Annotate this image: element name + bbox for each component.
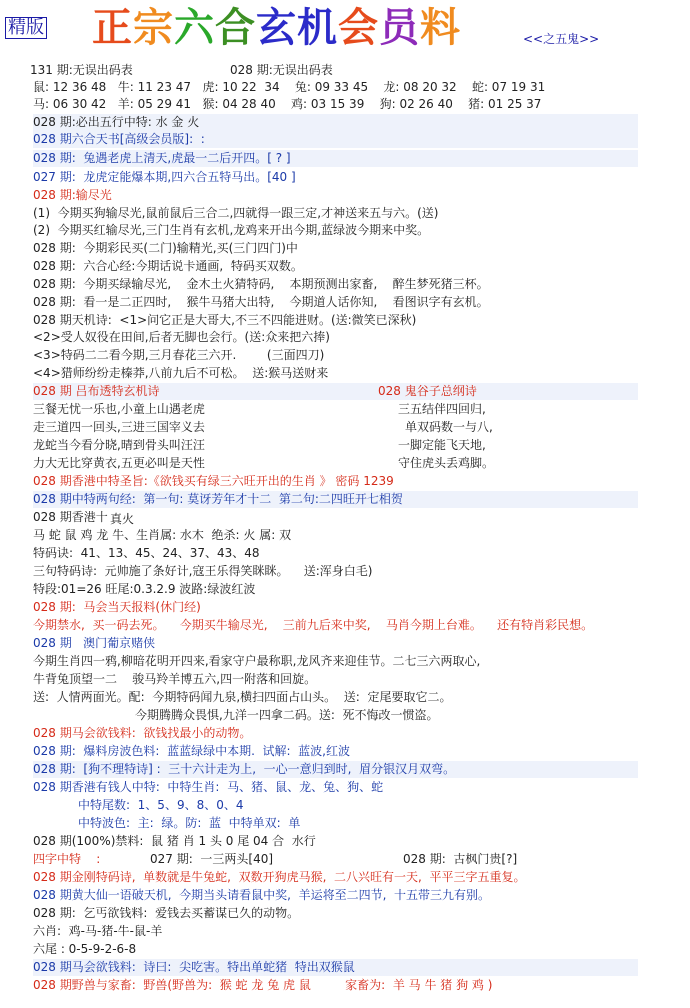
text-line: 028 期天机诗: <1>问它正是大哥大,不三不四能进财。(送:微笑已深秋): [33, 313, 417, 327]
text-line: 028 期:必出五行中特: 水 金 火: [33, 114, 638, 131]
text-line: 六肖: 鸡-马-猪-牛-鼠-羊: [33, 924, 163, 938]
text-line: 131 期:无误出码表: [30, 63, 133, 77]
title-char: 正: [92, 5, 133, 51]
text-line: 028 期: 古枫门贵[?]: [403, 852, 518, 866]
title-char: 会: [338, 5, 379, 51]
text-line: (1) 今期买狗输尽光,鼠前鼠后三合二,四就得一跟三定,才神送来五与六。(送): [33, 206, 439, 220]
text-line: 三五结伴四回归,: [398, 402, 486, 416]
text-line: 单双码数一与八,: [405, 420, 493, 434]
text-line: 028 期:输尽光: [33, 188, 112, 202]
text-line: 028 期: 爆料房波色料: 蓝蓝绿绿中本期. 试解: 蓝波,红波: [33, 744, 350, 758]
text-line: 送: 人情两面光。配: 今期特码闻九泉,横扫四面占山头。 送: 定尾要取它二。: [33, 690, 452, 704]
text-line: 028 期 吕布透特玄机诗: [33, 383, 638, 400]
text-line: 028 期: 六合心经:今期话说卡通画, 特码买双数。: [33, 259, 303, 273]
text-line: 今期腾腾众畏惧,九洋一四拿二码。送: 死不悔改一惯盗。: [135, 708, 439, 722]
text-line: 龙蛇当今看分晓,晴到骨头叫汪汪: [33, 438, 205, 452]
page-subtitle: <<之五鬼>>: [523, 32, 600, 46]
text-line: <3>特码二二看今期,三月春花三六开. (三面四刀): [33, 348, 325, 362]
text-line: 今期禁水, 买一码去死。 今期买牛输尽光, 三前九后来中奖, 马肖今期上台难。 还有特肖彩民想。: [33, 618, 594, 632]
title-char: 六: [174, 5, 215, 51]
title-char: 合: [215, 5, 256, 51]
text-line: 027 期: 龙虎定能爆本期,四六合五特马出。[40 ]: [33, 170, 296, 184]
jingban-badge: 精版: [5, 17, 47, 39]
text-line: 028 期 澳门葡京赌侠: [33, 636, 156, 650]
text-line: 028 期六合天书[高级会员版]: :: [33, 131, 638, 148]
text-line: 三句特码诗: 元帅施了条好计,寇王乐得笑眯眯。 送:浑身白毛): [33, 564, 373, 578]
text-line: 走三道四一回头,三进三国宰义去: [33, 420, 205, 434]
text-line: 中特波色: 主: 绿。防: 蓝 中特单双: 单: [78, 816, 301, 830]
title-char: 员: [379, 5, 420, 51]
text-line: 028 期: 看一是二正四时, 猴牛马猪大出特, 今期道人话你知, 看图识字有玄机。: [33, 295, 489, 309]
text-line: 马 蛇 鼠 鸡 龙 牛、生肖属: 水木 绝杀: 火 属: 双: [33, 528, 292, 542]
text-line: 028 期马会欲钱料: 欲钱找最小的动物。: [33, 726, 252, 740]
text-line: 028 期香港有钱人中特: 中特生肖: 马、猪、鼠、龙、兔、狗、蛇: [33, 780, 384, 794]
text-line: <2>受人奴役在田间,后者无脚也会行。(送:众来把六捧): [33, 330, 330, 344]
text-line: 一脚定能飞天地,: [398, 438, 486, 452]
text-line: 028 期:无误出码表: [230, 63, 333, 77]
text-line: 中特尾数: 1、5、9、8、0、4: [78, 798, 244, 812]
text-line: 特码诀: 41、13、45、24、37、43、48: [33, 546, 260, 560]
text-line: 028 期香港十: [33, 510, 112, 524]
text-line: 028 期黄大仙一语破天机, 今期当头请看鼠中奖, 羊运将至二四节, 十五带三九有别。: [33, 888, 491, 902]
page-title: [92, 4, 461, 52]
text-line: 特段:01=26 旺尾:0.3.2.9 波路:绿波红波: [33, 582, 256, 596]
text-line: 六尾 : 0-5-9-2-6-8: [33, 942, 137, 956]
text-line: 028 期: 乞丐欲钱料: 爱钱去买蓄谋已久的动物。: [33, 906, 300, 920]
text-line: 力大无比穿黄衣,五更必叫是天性: [33, 456, 205, 470]
text-line: 真火: [110, 512, 135, 526]
title-char: 宗: [133, 5, 174, 51]
title-char: 玄: [256, 5, 297, 51]
title-char: 料: [420, 5, 461, 51]
text-line: 马: 06 30 42 羊: 05 29 41 猴: 04 28 40 鸡: 03 15 39 狗: 02 26 40 猪: 01 25 37: [33, 97, 542, 111]
text-line: 028 鬼谷子总纲诗: [378, 384, 477, 398]
text-line: 028 期(100%)禁料: 鼠 猪 肖 1 头 0 尾 04 合 水行: [33, 834, 316, 848]
text-line: 028 期: 今期彩民买(二门)输精光,买(三门四门)中: [33, 241, 298, 255]
text-line: 三餐无忧一乐也,小童上山遇老虎: [33, 402, 205, 416]
text-line: 028 期: 马会当天报料(休门经): [33, 600, 201, 614]
text-line: 028 期中特两句经: 第一句: 莫讶芳年才十二 第二句:二四旺开七相贺: [33, 491, 638, 508]
text-line: 四字中特 :: [33, 852, 101, 866]
text-line: 028 期: 兔遇老虎上清天,虎最一二后开四。[ ? ]: [33, 150, 638, 167]
text-line: 028 期: [狗不理特诗] : 三十六计走为上, 一心一意归到时, 眉分银汉月双弯。: [33, 761, 638, 778]
text-line: 鼠: 12 36 48 牛: 11 23 47 虎: 10 22 34 兔: 09 33 45 龙: 08 20 32 蛇: 07 19 31: [33, 80, 546, 94]
text-line: 028 期香港中特圣旨:《欲钱买有绿三六旺开出的生肖 》 密码 1239: [33, 474, 394, 488]
text-line: 028 期金刚特码诗, 单数就是牛兔蛇, 双数开狗虎马猴, 二八兴旺有一天, 平平三字五重复。: [33, 870, 526, 884]
text-line: <4>猎师纷纷走榛莽,八前九后不可松。 送:猴马送财来: [33, 366, 329, 380]
text-line: 027 期: 一三两头[40]: [150, 852, 274, 866]
text-line: 今期生肖四一鸦,柳暗花明开四来,看家守户最称职,龙风齐来迎佳节。二七三六两取心,: [33, 654, 481, 668]
text-line: (2) 今期买红输尽光,三门生肖有玄机,龙鸡来开出今期,蓝绿波今期来中奖。: [33, 223, 430, 237]
text-line: 守住虎头丢鸡脚。: [398, 456, 495, 470]
text-line: 牛背兔顶望一二 骏马羚羊博五六,四一附落和回旋。: [33, 672, 317, 686]
text-line: 028 期野兽与家畜: 野兽(野兽为: 猴 蛇 龙 兔 虎 鼠 家畜为: 羊 马 牛 猪 狗 鸡 ): [33, 978, 493, 992]
text-line: 028 期马会欲钱料: 诗曰: 尖吃害。特出单蛇猪 特出双猴鼠: [33, 959, 638, 976]
title-char: 机: [297, 5, 338, 51]
text-line: 028 期: 今期买绿输尽光, 金木土火猜特码, 本期预测出家畜, 醉生梦死猪三杯。: [33, 277, 489, 291]
